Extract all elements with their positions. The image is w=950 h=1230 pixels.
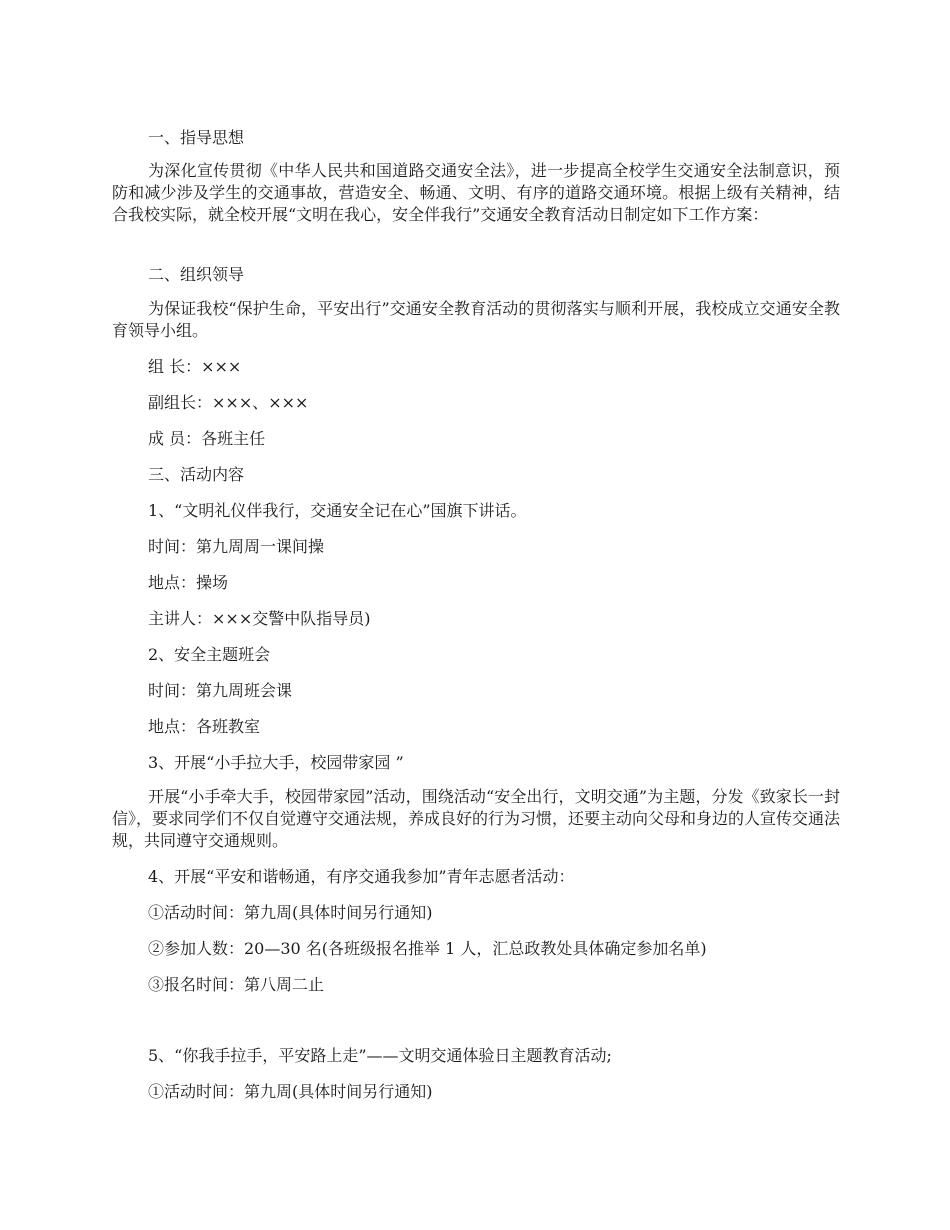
paragraph-purpose: 为深化宣传贯彻《中华人民共和国道路交通安全法》，进一步提高全校学生交通安全法制意识，预防和减少涉及学生的交通事故，营造安全、畅通、文明、有序的道路交通环境。根据上级有关精神，结合我校实际，就全校开展“文明在我心，安全伴我行”交通安全教育活动日制定如下工作方案： <box>112 161 840 224</box>
activity-4-time: ①活动时间：第九周(具体时间另行通知) <box>148 903 433 922</box>
activity-5-time: ①活动时间：第九周(具体时间另行通知) <box>148 1082 433 1101</box>
activity-3-title: 3、开展“小手拉大手，校园带家园 ” <box>148 753 404 772</box>
line-group-leader: 组 长：××× <box>148 357 242 376</box>
section-heading-organization: 二、组织领导 <box>148 265 245 284</box>
activity-2-time: 时间：第九周班会课 <box>148 681 293 700</box>
line-members: 成 员：各班主任 <box>148 429 266 448</box>
section-heading-guiding-principle: 一、指导思想 <box>148 128 245 147</box>
activity-1-time: 时间：第九周周一课间操 <box>148 537 325 556</box>
activity-1-speaker: 主讲人：×××交警中队指导员) <box>148 609 371 628</box>
paragraph-leadership-group: 为保证我校“保护生命，平安出行”交通安全教育活动的贯彻落实与顺利开展，我校成立交通安全教育领导小组。 <box>112 299 840 340</box>
activity-1-title: 1、“文明礼仪伴我行，交通安全记在心”国旗下讲话。 <box>148 501 527 520</box>
line-deputy-leader: 副组长：×××、××× <box>148 393 309 412</box>
activity-2-place: 地点：各班教室 <box>148 717 261 736</box>
activity-4-participants: ②参加人数：20—30 名(各班级报名推举 1 人，汇总政教处具体确定参加名单) <box>148 939 707 958</box>
activity-2-title: 2、安全主题班会 <box>148 645 271 664</box>
paragraph-activity-3: 开展“小手牵大手，校园带家园”活动，围绕活动“安全出行，文明交通”为主题，分发《致家长一封信》，要求同学们不仅自觉遵守交通法规，养成良好的行为习惯，还要主动向父母和身边的人宣传交通法规，共同遵守交通规则。 <box>112 787 841 850</box>
activity-1-place: 地点：操场 <box>148 573 229 592</box>
activity-4-signup-deadline: ③报名时间：第八周二止 <box>148 975 325 994</box>
activity-5-title: 5、“你我手拉手，平安路上走”——文明交通体验日主题教育活动; <box>148 1046 612 1065</box>
section-heading-activities: 三、活动内容 <box>148 465 245 484</box>
activity-4-title: 4、开展“平安和谐畅通，有序交通我参加”青年志愿者活动： <box>148 867 575 886</box>
